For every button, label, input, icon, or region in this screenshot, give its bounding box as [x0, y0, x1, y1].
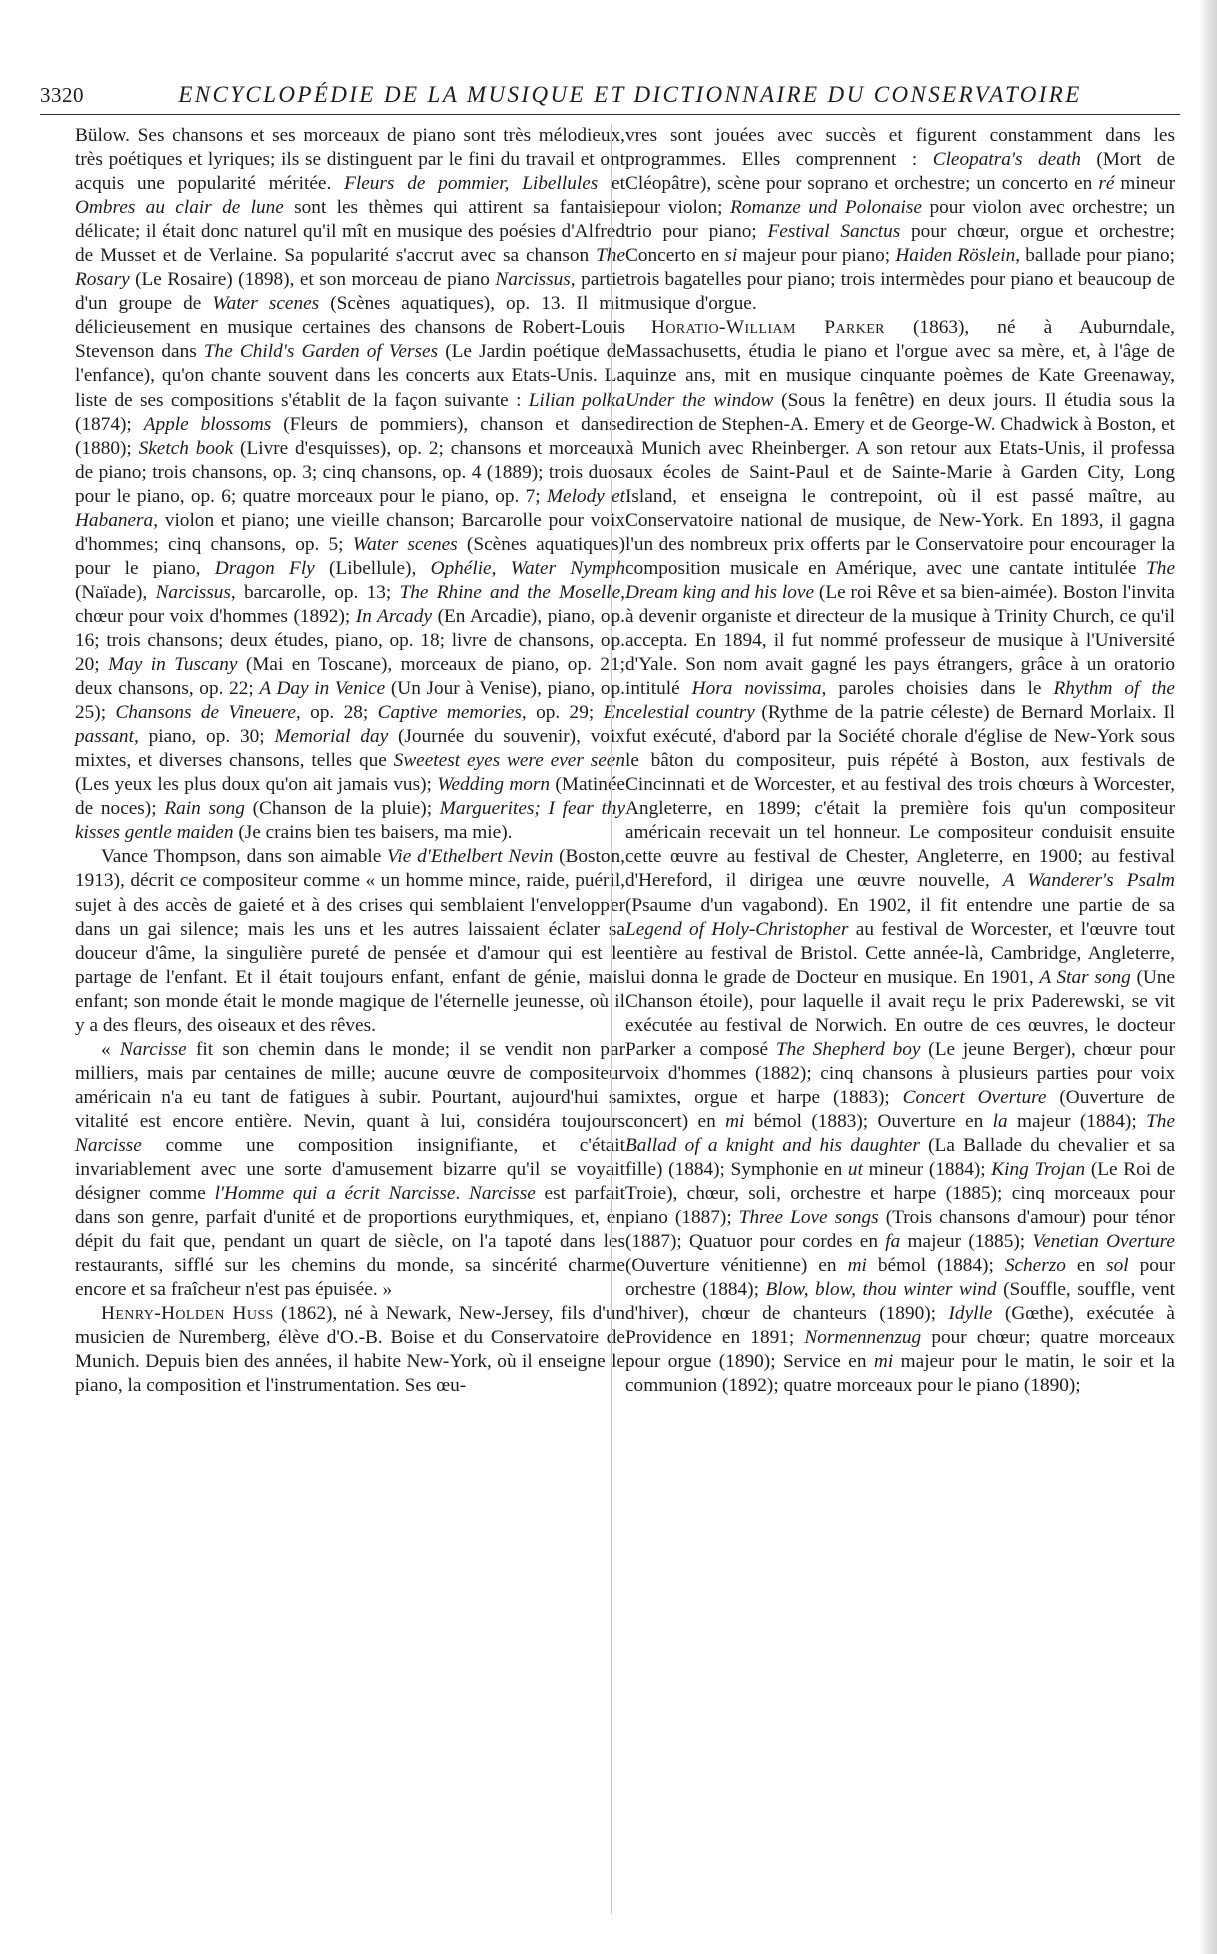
- page-edge-shadow: [1199, 0, 1217, 1954]
- paragraph-parker: Horatio-William Parker (1863), né à Auburndale, Massachusetts, étudia le piano et l'orgue avec sa mère, et, à l'âge de quinze ans, mit en musique cinquante poèmes de Kate Greenaway, Under the window (Sous la fenêtre) en deux jours. Il étudia sous la direction de Stephen-A. Emery et de George-W. Chadwick à Boston, et à Munich avec Rheinberger. A son retour aux Etats-Unis, il professa aux écoles de Saint-Paul et de Sainte-Marie à Garden City, Long Island, et enseigna le contrepoint, où il est passé maître, au Conservatoire national de musique, de New-York. En 1893, il gagna l'un des nombreux prix offerts par le Conservatoire pour encourager la composition musicale en Amérique, avec une cantate intitulée The Dream king and his love (Le roi Rêve et sa bien-aimée). Boston l'invita à devenir organiste et directeur de la musique à Trinity Church, ce qu'il accepta. En 1894, il fut nommé professeur de musique à l'Université d'Yale. Son nom avait gagné les pays étrangers, grâce à un oratorio intitulé Hora novissima, paroles choisies dans le Rhythm of the celestial country (Rythme de la patrie céleste) de Bernard Morlaix. Il fut exécuté, d'abord par la Société chorale d'église de New-York sous le bâton du compositeur, puis répété à Boston, aux festivals de Cincinnati et de Worcester, et au festival des trois chœurs à Worcester, Angleterre, en 1899; c'était la première fois qu'un compositeur américain recevait un tel honneur. Le compositeur conduisit ensuite cette œuvre au festival de Chester, Angleterre, en 1900; au festival d'Hereford, il dirigea une œuvre nouvelle, A Wanderer's Psalm (Psaume d'un vagabond). En 1902, il fit entendre une partie de sa Legend of Holy-Christopher au festival de Worcester, et l'œuvre tout entière au festival de Bristol. Cette année-là, Cambridge, Angleterre, lui donna le grade de Docteur en musique. En 1901, A Star song (Une Chanson étoile), pour laquelle il avait reçu le prix Paderewski, se vit exécutée au festival de Norwich. En outre de ces œuvres, le docteur Parker a composé The Shepherd boy (Le jeune Berger), chœur pour voix d'hommes (1882); cinq chansons à plusieurs parties pour voix mixtes, orgue et harpe (1883); Concert Overture (Ouverture de concert) en mi bémol (1883); Ouverture en la majeur (1884); The Ballad of a knight and his daughter (La Ballade du chevalier et sa fille) (1884); Symphonie en ut mineur (1884); King Trojan (Le Roi de Troie), chœur, soli, orchestre et harpe (1885); cinq morceaux pour piano (1887); Three Love songs (Trois chansons d'amour) pour ténor (1887); Quatuor pour cordes en fa majeur (1885); Venetian Overture (Ouverture vénitienne) en mi bémol (1884); Scherzo en sol pour orchestre (1884); Blow, blow, thou winter wind (Souffle, souffle, vent d'hiver), chœur de chanteurs (1890); Idylle (Gœthe), exécutée à Providence en 1891; Normennenzug pour chœur; quatre morceaux pour orgue (1890); Service en mi majeur pour le matin, le soir et la communion (1892); quatre morceaux pour le piano (1890);: [625, 317, 1176, 1397]
- paragraph-narcisse: « Narcisse fit son chemin dans le monde; il se vendit non par milliers, mais par centaines de mille; aucune œuvre de compositeur américain n'a eu tant de fatigues à subir. Pourtant, aujourd'hui sa vitalité est encore entière. Nevin, quant à lui, considéra toujours Narcisse comme une composition insignifiante, et c'était invariablement avec une sorte d'amusement bizarre qu'il se voyait désigner comme l'Homme qui a écrit Narcisse. Narcisse est parfait dans son genre, parfait d'unité et de proportions eurythmiques, et, en dépit du fait que, pendant un quart de siècle, on l'a tapoté dans les restaurants, sifflé sur les chemins du monde, sa sincérité charme encore et sa fraîcheur n'est pas épuisée. »: [75, 1038, 626, 1301]
- column-divider: [611, 124, 612, 1914]
- paragraph-thompson-quote: Vance Thompson, dans son aimable Vie d'Ethelbert Nevin (Boston, 1913), décrit ce compositeur comme « un homme mince, raide, puéril, sujet à des accès de gaieté et à des crises qui semblaient l'envelopper dans un gai silence; mais les uns et les autres laissaient éclater sa douceur d'âme, la singulière pureté de pensée et d'amour qui est le partage de l'enfant. Et il était toujours enfant, enfant de génie, mais enfant; son monde était le monde magique de l'éternelle jeunesse, où il y a des fleurs, des oiseaux et des rêves.: [75, 846, 625, 1036]
- paragraph-nevin-works: Bülow. Ses chansons et ses morceaux de piano sont très mélodieux, très poétiques et lyriques; ils se distinguent par le fini du travail et ont acquis une popularité méritée. Fleurs de pommier, Libellules et Ombres au clair de lune sont les thèmes qui attirent sa fantaisie délicate; il était donc naturel qu'il mît en musique des poésies d'Alfred de Musset et de Verlaine. Sa popularité s'accrut avec sa chanson The Rosary (Le Rosaire) (1898), et son morceau de piano Narcissus, partie d'un groupe de Water scenes (Scènes aquatiques), op. 13. Il mit délicieusement en musique certaines des chansons de Robert-Louis Stevenson dans The Child's Garden of Verses (Le Jardin poétique de l'enfance), qu'on chante souvent dans les concerts aux Etats-Unis. La liste de ses compositions s'établit de la façon suivante : Lilian polka (1874); Apple blossoms (Fleurs de pommiers), chanson et danse (1880); Sketch book (Livre d'esquisses), op. 2; chansons et morceaux de piano; trois chansons, op. 3; cinq chansons, op. 4 (1889); trois duos pour le piano, op. 6; quatre morceaux pour le piano, op. 7; Melody et Habanera, violon et piano; une vieille chanson; Barcarolle pour voix d'hommes; cinq chansons, op. 5; Water scenes (Scènes aquatiques) pour le piano, Dragon Fly (Libellule), Ophélie, Water Nymph (Naïade), Narcissus, barcarolle, op. 13; The Rhine and the Moselle, chœur pour voix d'hommes (1892); In Arcady (En Arcadie), piano, op. 16; trois chansons; deux études, piano, op. 18; livre de chansons, op. 20; May in Tuscany (Mai en Toscane), morceaux de piano, op. 21; deux chansons, op. 22; A Day in Venice (Un Jour à Venise), piano, op. 25); Chansons de Vineuere, op. 28; Captive memories, op. 29; En passant, piano, op. 30; Memorial day (Journée du souvenir), voix mixtes, et diverses chansons, telles que Sweetest eyes were ever seen (Les yeux les plus doux qu'on ait jamais vus); Wedding morn (Matinée de noces); Rain song (Chanson de la pluie); Marguerites; I fear thy kisses gentle maiden (Je crains bien tes baisers, ma mie).: [75, 125, 626, 844]
- page-number: 3320: [40, 83, 84, 107]
- paragraph-huss-works: vres sont jouées avec succès et figurent constamment dans les programmes. Elles comprennent : Cleopatra's death (Mort de Cléopâtre), scène pour soprano et orchestre; un concerto en ré mineur pour violon; Romanze und Polonaise pour violon avec orchestre; un trio pour piano; Festival Sanctus pour chœur, orgue et orchestre; Concerto en si majeur pour piano; Haiden Röslein, ballade pour piano; trois bagatelles pour piano; trois intermèdes pour piano et beaucoup de musique d'orgue.: [625, 125, 1176, 315]
- right-column: [625, 124, 1175, 1398]
- header-rule: [40, 114, 1180, 115]
- paragraph-huss: Henry-Holden Huss (1862), né à Newark, New-Jersey, fils d'un musicien de Nuremberg, élève d'O.-B. Boise et du Conservatoire de Munich. Depuis bien des années, il habite New-York, où il enseigne le piano, la composition et l'instrumentation. Ses œu-: [75, 1303, 625, 1397]
- running-title: ENCYCLOPÉDIE DE LA MUSIQUE ET DICTIONNAIRE DU CONSERVATOIRE: [178, 82, 1082, 107]
- running-header: [40, 82, 1180, 108]
- left-column: [75, 124, 625, 1398]
